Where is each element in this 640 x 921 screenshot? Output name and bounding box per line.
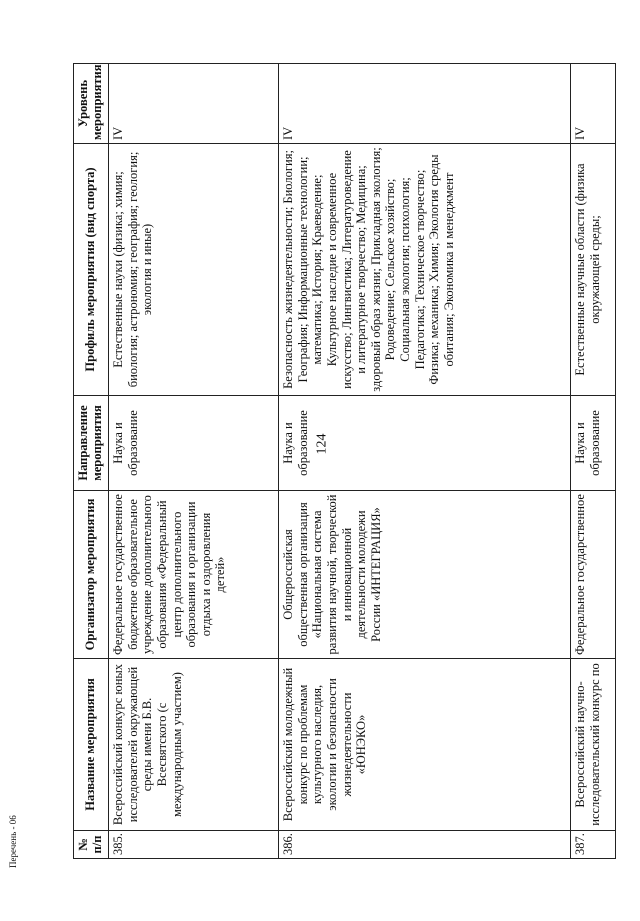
header-organizer: Организатор мероприятия bbox=[74, 491, 109, 659]
header-profile: Профиль мероприятия (вид спорта) bbox=[74, 144, 109, 396]
rotated-table-frame bbox=[73, 64, 614, 859]
header-num: № п/п bbox=[74, 831, 109, 859]
cell-organizer: Федеральное государственное бюджетное образовательное учреждение дополнительного образования «Федеральный центр дополнительного образования и организации отдыха и оздоровления детей» bbox=[109, 491, 279, 659]
table-row bbox=[109, 64, 279, 859]
table-container bbox=[73, 64, 614, 859]
page-number: 124 bbox=[314, 433, 330, 455]
cell-num: 386. bbox=[279, 831, 571, 859]
header-direction: Направление мероприятия bbox=[74, 396, 109, 491]
cell-direction: Наука и образование bbox=[571, 396, 616, 491]
cell-direction: Наука и образование bbox=[279, 396, 571, 491]
cell-level: IV bbox=[571, 64, 616, 144]
cell-profile: Безопасность жизнедеятельности; Биология; География; Информационные технологии; математика; История; Краеведение; Культурное наследие и современное искусство; Лингвистика; Литературоведение и литературное творчество; Медицина; здоровый образ жизни; Прикладная экология; Родоведение; Сельское хозяйство; Социальная экология; психология; Педагогика; Техническое творчество; Физика; механика; Химия; Экология среды обитания; Экономика и менеджмент bbox=[279, 144, 571, 396]
cell-profile: Естественные научные области (физика окружающей среды; bbox=[571, 144, 616, 396]
header-level: Уровень мероприятия bbox=[74, 64, 109, 144]
cell-level: IV bbox=[279, 64, 571, 144]
cell-organizer: Общероссийская общественная организация «Национальная система развития научной, творческой и инновационной деятельности молодежи России «ИНТЕГРАЦИЯ» bbox=[279, 491, 571, 659]
table-row bbox=[279, 64, 571, 859]
cell-direction: Наука и образование bbox=[109, 396, 279, 491]
cell-num: 385. bbox=[109, 831, 279, 859]
header-name: Название мероприятия bbox=[74, 659, 109, 831]
events-table bbox=[73, 63, 616, 859]
cell-profile: Естественные науки (физика; химия; биология; астрономия; география; геология; экология и иные) bbox=[109, 144, 279, 396]
cell-name: Всероссийский научно-исследовательский конкурс по bbox=[571, 659, 616, 831]
cell-name: Всероссийский конкурс юных исследователей окружающей среды имени Б.В. Всесвятского (с международным участием) bbox=[109, 659, 279, 831]
cell-num: 387. bbox=[571, 831, 616, 859]
cell-name: Всероссийский молодежный конкурс по проблемам культурного наследия, экологии и безопасности жизнедеятельности «ЮНЭКО» bbox=[279, 659, 571, 831]
table-row bbox=[571, 64, 616, 859]
footer-note: Перечень - 06 bbox=[8, 815, 18, 868]
cell-level: IV bbox=[109, 64, 279, 144]
table-header-row bbox=[74, 64, 109, 859]
cell-organizer: Федеральное государственное bbox=[571, 491, 616, 659]
